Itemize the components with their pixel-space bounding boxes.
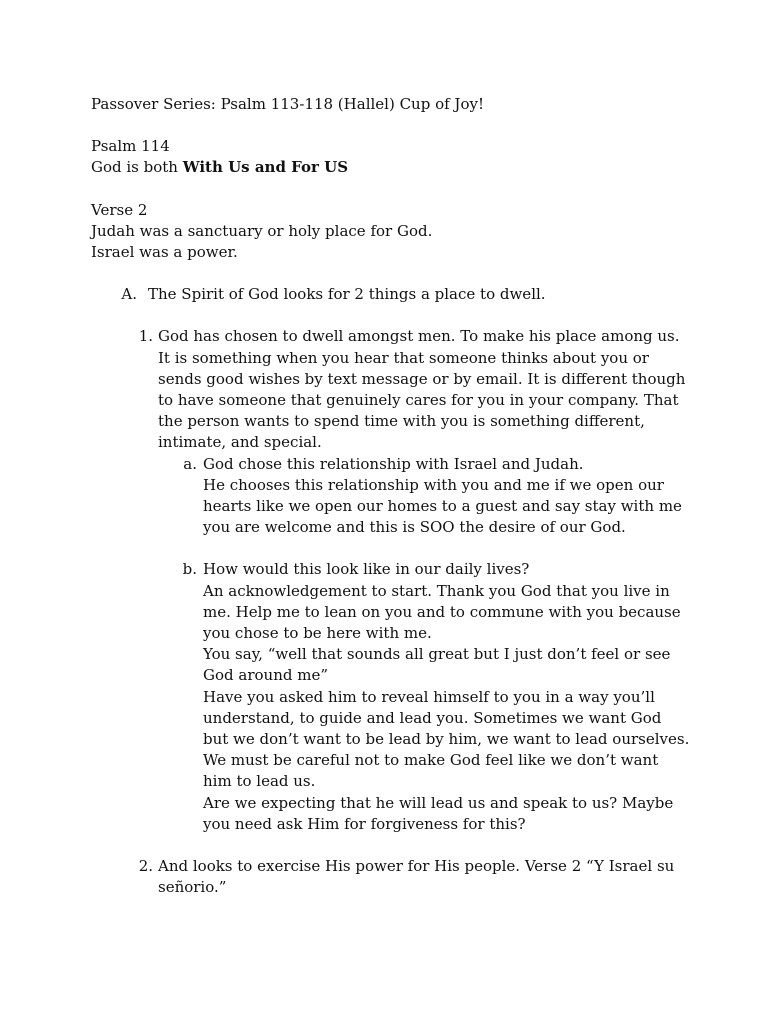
paragraph-line: Are we expecting that he will lead us and speak to us? Maybe [203, 793, 674, 812]
paragraph-line: It is something when you hear that someone thinks about you or [158, 348, 649, 367]
paragraph-line: you chose to be here with me. [203, 624, 432, 643]
outline-marker: a. [183, 454, 197, 473]
paragraph-line: sends good wishes by text message or by email. It is different though [158, 369, 686, 388]
paragraph-line: señorio.” [158, 878, 227, 897]
paragraph-line: An acknowledgement to start. Thank you God that you live in [203, 581, 670, 600]
spacer [91, 179, 691, 200]
outline-marker: 2. [138, 857, 153, 876]
paragraph-line: He chooses this relationship with you and me if we open our [203, 475, 664, 494]
outline-text: The Spirit of God looks for 2 things a place to dwell. [148, 285, 546, 304]
paragraph-line: the person wants to spend time with you is something different, [158, 412, 645, 431]
outline-marker: 1. [138, 327, 153, 346]
document-title: Passover Series: Psalm 113-118 (Hallel) Cup of Joy! [91, 95, 484, 113]
outline-point-1b [181, 559, 691, 835]
spacer [91, 305, 691, 326]
outline-point-1a [181, 454, 691, 539]
paragraph-line: but we don’t want to be lead by him, we want to lead ourselves. [203, 730, 690, 749]
spacer [91, 538, 691, 559]
verse-heading: Verse 2 [91, 200, 148, 219]
paragraph-line: you are welcome and this is SOO the desire of our God. [203, 518, 626, 537]
outline-content [203, 454, 691, 539]
paragraph-line: You say, “well that sounds all great but I just don’t feel or see [203, 645, 671, 664]
outline-content [158, 856, 691, 898]
spacer [91, 115, 691, 136]
verse-line: Judah was a sanctuary or holy place for God. [91, 221, 433, 240]
spacer [91, 835, 691, 856]
spacer [91, 263, 691, 284]
paragraph-line: How would this look like in our daily lives? [203, 560, 530, 579]
document-page [91, 94, 691, 899]
theme-bold: With Us and For US [182, 158, 349, 177]
paragraph-line: hearts like we open our homes to a guest and say stay with me [203, 497, 682, 516]
outline-marker: b. [182, 560, 197, 579]
paragraph-line: God around me” [203, 666, 328, 685]
outline-point-1 [135, 326, 691, 453]
verse-line: Israel was a power. [91, 243, 238, 262]
paragraph-line: Have you asked him to reveal himself to you in a way you’ll [203, 687, 655, 706]
outline-point-2 [135, 856, 691, 898]
outline-point-a [115, 284, 691, 305]
paragraph-line: We must be careful not to make God feel like we don’t want [203, 751, 659, 770]
outline-marker: A. [121, 285, 137, 304]
theme-line [91, 157, 691, 178]
paragraph-line: him to lead us. [203, 772, 316, 791]
psalm-heading: Psalm 114 [91, 137, 170, 156]
theme-prefix: God is both [91, 158, 183, 177]
paragraph-line: you need ask Him for forgiveness for this? [203, 814, 526, 833]
paragraph-line: God has chosen to dwell amongst men. To make his place among us. [158, 327, 680, 346]
outline-content [203, 559, 691, 835]
paragraph-line: me. Help me to lean on you and to commune with you because [203, 602, 681, 621]
paragraph-line: understand, to guide and lead you. Sometimes we want God [203, 708, 662, 727]
paragraph-line: intimate, and special. [158, 433, 322, 452]
paragraph-line: to have someone that genuinely cares for you in your company. That [158, 391, 679, 410]
paragraph-line: And looks to exercise His power for His people. Verse 2 “Y Israel su [158, 857, 675, 876]
paragraph-line: God chose this relationship with Israel and Judah. [203, 454, 584, 473]
outline-content [158, 326, 691, 453]
